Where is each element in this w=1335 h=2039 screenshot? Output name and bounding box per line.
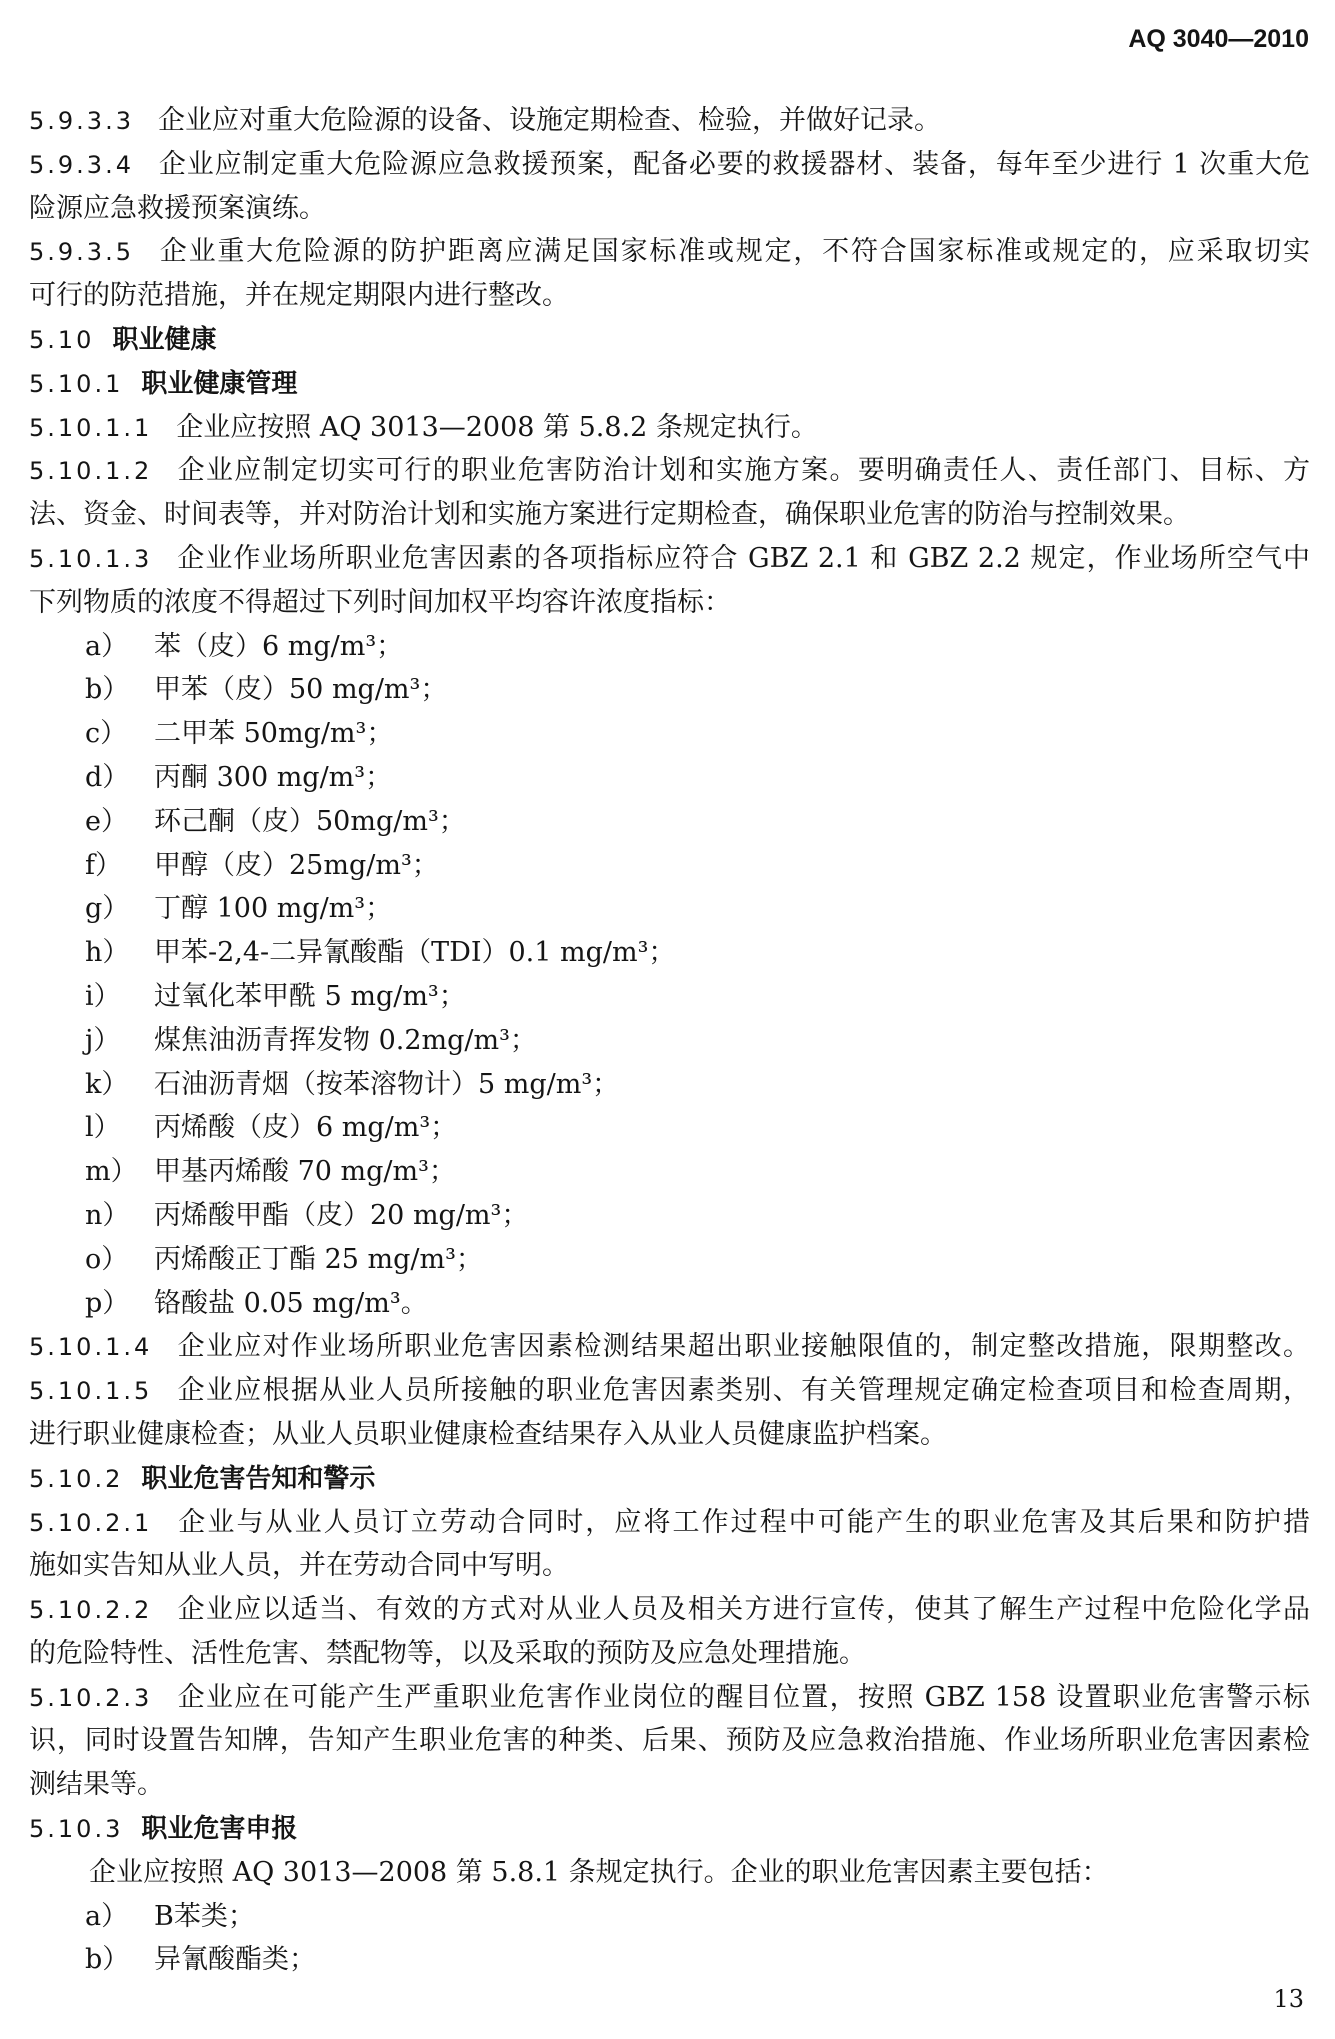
page-number: 13 <box>1273 1985 1304 2013</box>
item-text: 甲苯（皮）50 mg/m³； <box>154 674 448 706</box>
section-number: 5.10 <box>29 325 95 354</box>
paragraph-text: 企业应按照 AQ 3013—2008 第 5.8.1 条规定执行。企业的职业危害因素主要包括： <box>89 1856 1109 1888</box>
clause-number: 5.10.2.3 <box>29 1683 153 1712</box>
clause-number: 5.9.3.5 <box>29 238 134 267</box>
list-item <box>29 1063 1310 1107</box>
item-text: 铬酸盐 0.05 mg/m³。 <box>154 1287 428 1319</box>
item-label: k） <box>85 1068 129 1100</box>
item-label: n） <box>85 1199 130 1231</box>
exposure-limit-list <box>29 625 1310 1326</box>
list-item <box>29 1282 1310 1326</box>
clause-line <box>29 1676 1310 1720</box>
hazard-declaration <box>29 1851 1310 1982</box>
section-title: 职业健康 <box>112 324 217 355</box>
clause-text: 企业应根据从业人员所接触的职业危害因素类别、有关管理规定确定检查项目和检查周期， <box>176 1375 1310 1407</box>
item-text: 苯（皮）6 mg/m³； <box>154 630 404 662</box>
item-text: B苯类； <box>154 1900 255 1932</box>
clause-5-10-1-5 <box>29 1369 1310 1457</box>
list-item <box>29 887 1310 931</box>
item-text: 丙烯酸正丁酯 25 mg/m³； <box>154 1243 483 1275</box>
list-item <box>29 1238 1310 1282</box>
clause-number: 5.9.3.4 <box>29 150 134 179</box>
clause-number: 5.10.1.5 <box>29 1377 153 1406</box>
item-label: a） <box>85 1900 129 1932</box>
clause-line <box>29 230 1310 274</box>
section-number: 5.10.3 <box>29 1815 124 1844</box>
clause-line <box>29 1369 1310 1413</box>
item-label: b） <box>85 1944 130 1976</box>
list-item <box>29 1150 1310 1194</box>
clause-text: 企业应制定重大危险源应急救援预案，配备必要的救援器材、装备，每年至少进行 1 次重大危 <box>157 148 1310 180</box>
clause-number: 5.10.2.2 <box>29 1596 153 1625</box>
clause-text: 企业应以适当、有效的方式对从业人员及相关方进行宣传，使其了解生产过程中危险化学品 <box>176 1594 1310 1626</box>
clause-text-line: 识，同时设置告知牌，告知产生职业危害的种类、后果、预防及应急救治措施、作业场所职业危害因素检 <box>29 1725 1310 1757</box>
item-label: l） <box>85 1112 121 1144</box>
section-title: 职业健康管理 <box>141 368 298 399</box>
list-item <box>29 1938 1310 1982</box>
clause-line <box>29 99 1310 143</box>
clause-5-10-1-2 <box>29 449 1310 537</box>
list-item <box>29 756 1310 800</box>
section-heading-5-10-1 <box>29 362 1310 406</box>
item-text: 过氧化苯甲酰 5 mg/m³； <box>154 980 466 1012</box>
section-heading-5-10-2 <box>29 1457 1310 1501</box>
clause-line <box>29 449 1310 493</box>
clause-text: 企业应对重大危险源的设备、设施定期检查、检验，并做好记录。 <box>157 105 941 136</box>
item-text: 煤焦油沥青挥发物 0.2mg/m³； <box>154 1024 537 1056</box>
list-item <box>29 625 1310 669</box>
section-heading-5-10 <box>29 318 1310 362</box>
list-item <box>29 844 1310 888</box>
item-label: g） <box>85 893 130 925</box>
item-label: m） <box>85 1156 138 1188</box>
clause-text: 企业应对作业场所职业危害因素检测结果超出职业接触限值的，制定整改措施，限期整改。 <box>176 1331 1310 1363</box>
item-text: 甲苯-2,4-二异氰酸酯（TDI）0.1 mg/m³； <box>154 937 676 969</box>
item-text: 甲基丙烯酸 70 mg/m³； <box>154 1156 456 1188</box>
clause-text-line: 测结果等。 <box>29 1769 164 1801</box>
clause-text-line: 下列物质的浓度不得超过下列时间加权平均容许浓度指标： <box>29 586 731 618</box>
clause-text: 企业应在可能产生严重职业危害作业岗位的醒目位置，按照 GBZ 158 设置职业危害警示标 <box>176 1681 1310 1713</box>
clause-number: 5.10.1.1 <box>29 413 153 442</box>
clause-text-line: 法、资金、时间表等，并对防治计划和实施方案进行定期检查，确保职业危害的防治与控制效果。 <box>29 499 1190 531</box>
item-text: 甲醇（皮）25mg/m³； <box>154 849 439 881</box>
item-label: d） <box>85 761 130 793</box>
section-heading-5-10-3 <box>29 1807 1310 1851</box>
clause-text-line: 可行的防范措施，并在规定期限内进行整改。 <box>29 280 569 312</box>
list-item <box>29 712 1310 756</box>
clause-number: 5.9.3.3 <box>29 107 134 135</box>
item-text: 二甲苯 50mg/m³； <box>154 718 394 750</box>
clause-text: 企业作业场所职业危害因素的各项指标应符合 GBZ 2.1 和 GBZ 2.2 规定，作业场所空气中 <box>176 542 1310 574</box>
item-text: 环己酮（皮）50mg/m³； <box>154 805 466 837</box>
clause-text-line: 施如实告知从业人员，并在劳动合同中写明。 <box>29 1550 569 1582</box>
list-item <box>29 931 1310 975</box>
clause-text: 企业应制定切实可行的职业危害防治计划和实施方案。要明确责任人、责任部门、目标、方 <box>176 455 1310 487</box>
clause-5-10-2-3 <box>29 1676 1310 1807</box>
clause-line <box>29 1588 1310 1632</box>
list-item <box>29 800 1310 844</box>
list-item <box>29 668 1310 712</box>
clause-line <box>29 1325 1310 1369</box>
clause-5-10-1-1 <box>29 406 1310 450</box>
item-label: i） <box>85 980 121 1012</box>
clause-text-line: 险源应急救援预案演练。 <box>29 192 326 224</box>
item-label: b） <box>85 674 130 706</box>
clause-line <box>29 406 1310 450</box>
clause-text: 企业应按照 AQ 3013—2008 第 5.8.2 条规定执行。 <box>176 411 818 443</box>
clause-text: 企业与从业人员订立劳动合同时，应将工作过程中可能产生的职业危害及其后果和防护措 <box>176 1506 1310 1538</box>
clause-5-9-3-4 <box>29 143 1310 231</box>
clause-5-10-2-1 <box>29 1501 1310 1589</box>
item-label: j） <box>85 1024 121 1056</box>
clause-number: 5.10.2.1 <box>29 1508 153 1537</box>
item-label: h） <box>85 937 130 969</box>
standard-code-header: AQ 3040—2010 <box>1128 25 1309 53</box>
list-item <box>29 1019 1310 1063</box>
clause-text: 企业重大危险源的防护距离应满足国家标准或规定，不符合国家标准或规定的，应采取切实 <box>157 236 1310 268</box>
section-title: 职业危害申报 <box>141 1814 298 1845</box>
clause-5-9-3-5 <box>29 230 1310 318</box>
clause-5-10-1-4 <box>29 1325 1310 1369</box>
section-title: 职业危害告知和警示 <box>141 1463 376 1494</box>
item-text: 丙酮 300 mg/m³； <box>154 761 393 793</box>
item-label: a） <box>85 630 129 662</box>
item-text: 丙烯酸甲酯（皮）20 mg/m³； <box>154 1199 529 1231</box>
section-number: 5.10.1 <box>29 369 124 398</box>
clause-5-10-2-2 <box>29 1588 1310 1676</box>
item-label: p） <box>85 1287 130 1319</box>
clause-line <box>29 143 1310 187</box>
item-text: 丙烯酸（皮）6 mg/m³； <box>154 1112 458 1144</box>
list-item <box>29 1895 1310 1939</box>
clause-number: 5.10.1.2 <box>29 457 153 486</box>
list-item <box>29 975 1310 1019</box>
clause-number: 5.10.1.3 <box>29 544 153 573</box>
clause-line <box>29 537 1310 581</box>
item-label: c） <box>85 718 128 750</box>
item-text: 石油沥青烟（按苯溶物计）5 mg/m³； <box>154 1068 620 1100</box>
clause-line <box>29 1501 1310 1545</box>
list-item <box>29 1106 1310 1150</box>
clause-number: 5.10.1.4 <box>29 1333 153 1362</box>
item-label: f） <box>85 849 122 881</box>
clause-5-9-3-3 <box>29 99 1310 143</box>
item-label: o） <box>85 1243 129 1275</box>
list-item <box>29 1194 1310 1238</box>
item-label: e） <box>85 805 128 837</box>
document-body <box>29 99 1310 1982</box>
clause-5-10-1-3 <box>29 537 1310 1325</box>
clause-text-line: 的危险特性、活性危害、禁配物等，以及采取的预防及应急处理措施。 <box>29 1637 866 1669</box>
clause-text-line: 进行职业健康检查；从业人员职业健康检查结果存入从业人员健康监护档案。 <box>29 1418 947 1450</box>
item-text: 丁醇 100 mg/m³； <box>154 893 393 925</box>
section-number: 5.10.2 <box>29 1464 124 1493</box>
item-text: 异氰酸酯类； <box>154 1944 316 1976</box>
